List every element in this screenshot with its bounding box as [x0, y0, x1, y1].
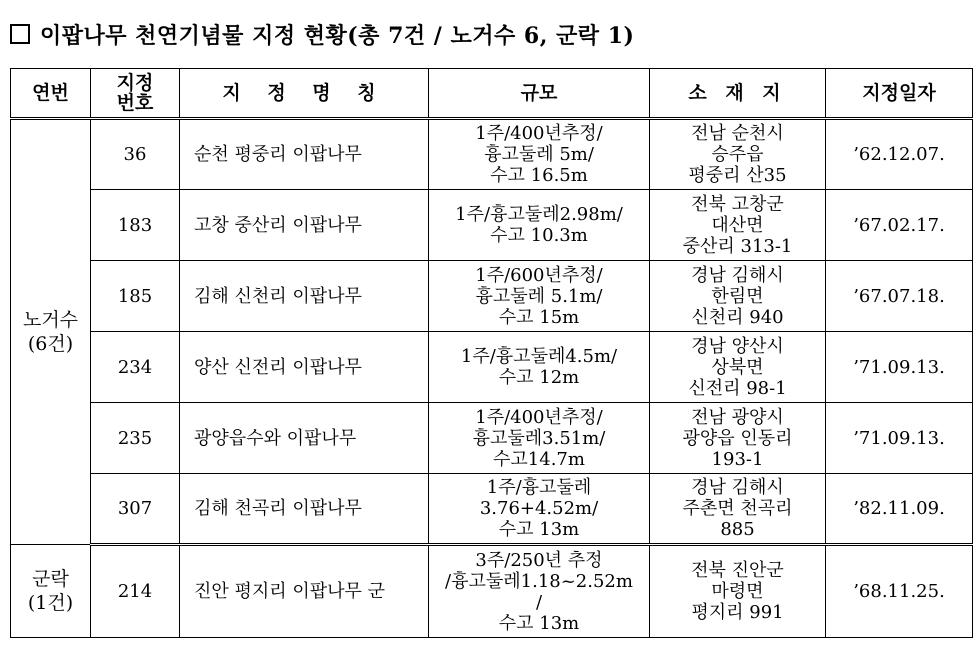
scale-cell: 3주/250년 추정 /흉고둘레1.18~2.52m / 수고 13m: [429, 545, 650, 638]
scale-cell: 1주/400년추정/ 흉고둘레 5m/ 수고 16.5m: [429, 119, 650, 190]
scale-cell: 1주/400년추정/ 흉고둘레3.51m/ 수고14.7m: [429, 403, 650, 474]
table-row: [11, 474, 973, 545]
date-cell: ’62.12.07.: [826, 119, 973, 190]
header-date: 지정일자: [826, 69, 973, 119]
group-label-cell: [11, 545, 91, 638]
scale-cell: 1주/흉고둘레 3.76+4.52m/ 수고 13m: [429, 474, 650, 545]
location-cell: 전북 고창군 대산면 중산리 313-1: [650, 190, 826, 261]
number-cell: 183: [91, 190, 180, 261]
number-cell: 185: [91, 261, 180, 332]
date-cell: ’67.02.17.: [826, 190, 973, 261]
table-row: [11, 190, 973, 261]
name-cell: 김해 천곡리 이팝나무: [180, 474, 429, 545]
location-cell: 전남 광양시 광양읍 인동리 193-1: [650, 403, 826, 474]
table-body: [11, 119, 973, 638]
table-header: [11, 69, 973, 119]
page-title: 이팝나무 천연기념물 지정 현황(총 7건 / 노거수 6, 군락 1): [40, 22, 635, 49]
number-cell: 234: [91, 332, 180, 403]
name-cell: 순천 평중리 이팝나무: [180, 119, 429, 190]
scale-cell: 1주/600년추정/ 흉고둘레 5.1m/ 수고 15m: [429, 261, 650, 332]
table-row: [11, 545, 973, 638]
location-cell: 경남 김해시 한림면 신천리 940: [650, 261, 826, 332]
number-cell: 214: [91, 545, 180, 638]
name-cell: 광양읍수와 이팝나무: [180, 403, 429, 474]
header-row: [11, 69, 973, 119]
header-name: 지 정 명 칭: [180, 69, 429, 119]
group-label: 노거수 (6건): [22, 309, 79, 355]
number-cell: 307: [91, 474, 180, 545]
name-cell: 양산 신전리 이팝나무: [180, 332, 429, 403]
header-category: 연번: [11, 69, 91, 119]
name-cell: 진안 평지리 이팝나무 군: [180, 545, 429, 638]
location-cell: 경남 김해시 주촌면 천곡리 885: [650, 474, 826, 545]
location-cell: 전북 진안군 마령면 평지리 991: [650, 545, 826, 638]
designation-table: [10, 68, 973, 638]
table-row: [11, 403, 973, 474]
header-number-text: 지정 번호: [116, 72, 154, 114]
date-cell: ’82.11.09.: [826, 474, 973, 545]
table-row: [11, 332, 973, 403]
date-cell: ’71.09.13.: [826, 403, 973, 474]
name-cell: 고창 중산리 이팝나무: [180, 190, 429, 261]
number-cell: 36: [91, 119, 180, 190]
checkbox-icon: [10, 24, 30, 44]
group-label-cell: [11, 119, 91, 545]
date-cell: ’68.11.25.: [826, 545, 973, 638]
header-scale: 규모: [429, 69, 650, 119]
scale-cell: 1주/흉고둘레2.98m/ 수고 10.3m: [429, 190, 650, 261]
location-cell: 경남 양산시 상북면 신전리 98-1: [650, 332, 826, 403]
name-cell: 김해 신천리 이팝나무: [180, 261, 429, 332]
date-cell: ’67.07.18.: [826, 261, 973, 332]
page-title-block: [10, 14, 634, 54]
table-row: [11, 261, 973, 332]
table-row: [11, 119, 973, 190]
scale-cell: 1주/흉고둘레4.5m/ 수고 12m: [429, 332, 650, 403]
header-number: [91, 69, 180, 119]
header-location: 소 재 지: [650, 69, 826, 119]
location-cell: 전남 순천시 승주읍 평중리 산35: [650, 119, 826, 190]
group-label: 군락 (1건): [27, 568, 74, 614]
number-cell: 235: [91, 403, 180, 474]
date-cell: ’71.09.13.: [826, 332, 973, 403]
